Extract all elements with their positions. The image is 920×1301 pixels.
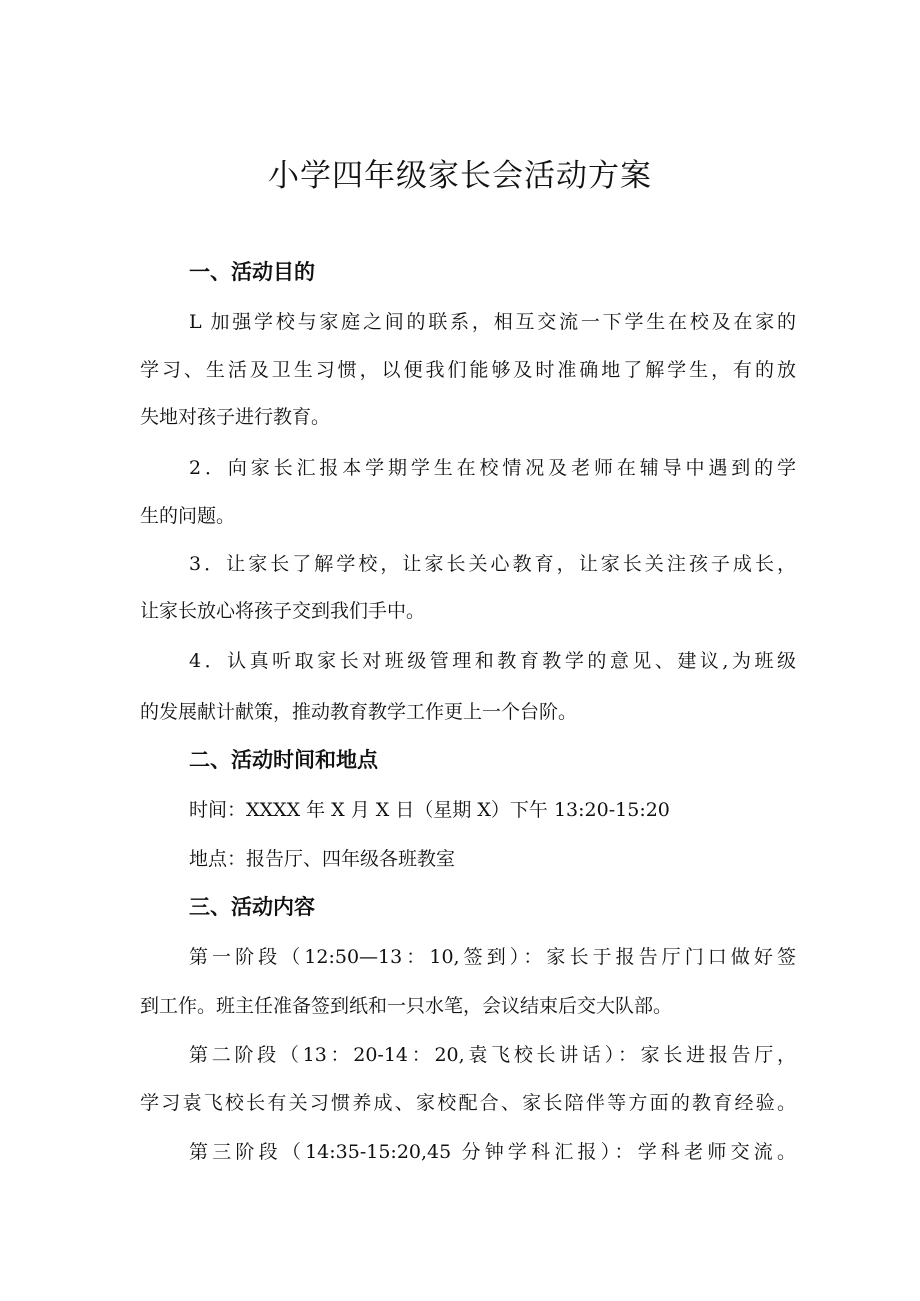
- paragraph-line: 4．认真听取家长对班级管理和教育教学的意见、建议,为班级: [189, 650, 796, 672]
- event-time: 时间：XXXX 年 X 月 X 日（星期 X）下午 13:20-15:20: [189, 799, 670, 821]
- section-heading-purpose: 一、活动目的: [189, 260, 315, 284]
- paragraph-line: 第二阶段（13：20-14：20,袁飞校长讲话）：家长进报告厅，: [189, 1044, 796, 1066]
- paragraph-line: 失地对孩子进行教育。: [140, 406, 331, 428]
- paragraph-line: 第三阶段（14:35-15:20,45 分钟学科汇报）：学科老师交流。: [189, 1141, 796, 1163]
- section-heading-content: 三、活动内容: [189, 895, 315, 919]
- event-location: 地点：报告厅、四年级各班教室: [189, 848, 456, 870]
- paragraph-line: 学习、生活及卫生习惯，以便我们能够及时准确地了解学生，有的放: [140, 359, 796, 381]
- paragraph-line: 生的问题。: [140, 505, 236, 527]
- paragraph-line: 3．让家长了解学校，让家长关心教育，让家长关注孩子成长，: [189, 553, 796, 575]
- section-heading-time-place: 二、活动时间和地点: [189, 748, 378, 772]
- paragraph-line: 第一阶段（12:50—13：10,签到）：家长于报告厅门口做好签: [189, 946, 796, 968]
- paragraph-line: 学习袁飞校长有关习惯养成、家校配合、家长陪伴等方面的教育经验。: [140, 1092, 796, 1114]
- paragraph-line: 的发展献计献策，推动教育教学工作更上一个台阶。: [140, 701, 578, 723]
- document-title: 小学四年级家长会活动方案: [268, 158, 652, 194]
- paragraph-line: 让家长放心将孩子交到我们手中。: [140, 600, 426, 622]
- paragraph-line: 2．向家长汇报本学期学生在校情况及老师在辅导中遇到的学: [189, 457, 796, 479]
- paragraph-line: L 加强学校与家庭之间的联系，相互交流一下学生在校及在家的: [189, 311, 796, 333]
- paragraph-line: 到工作。班主任准备签到纸和一只水笔，会议结束后交大队部。: [140, 995, 673, 1017]
